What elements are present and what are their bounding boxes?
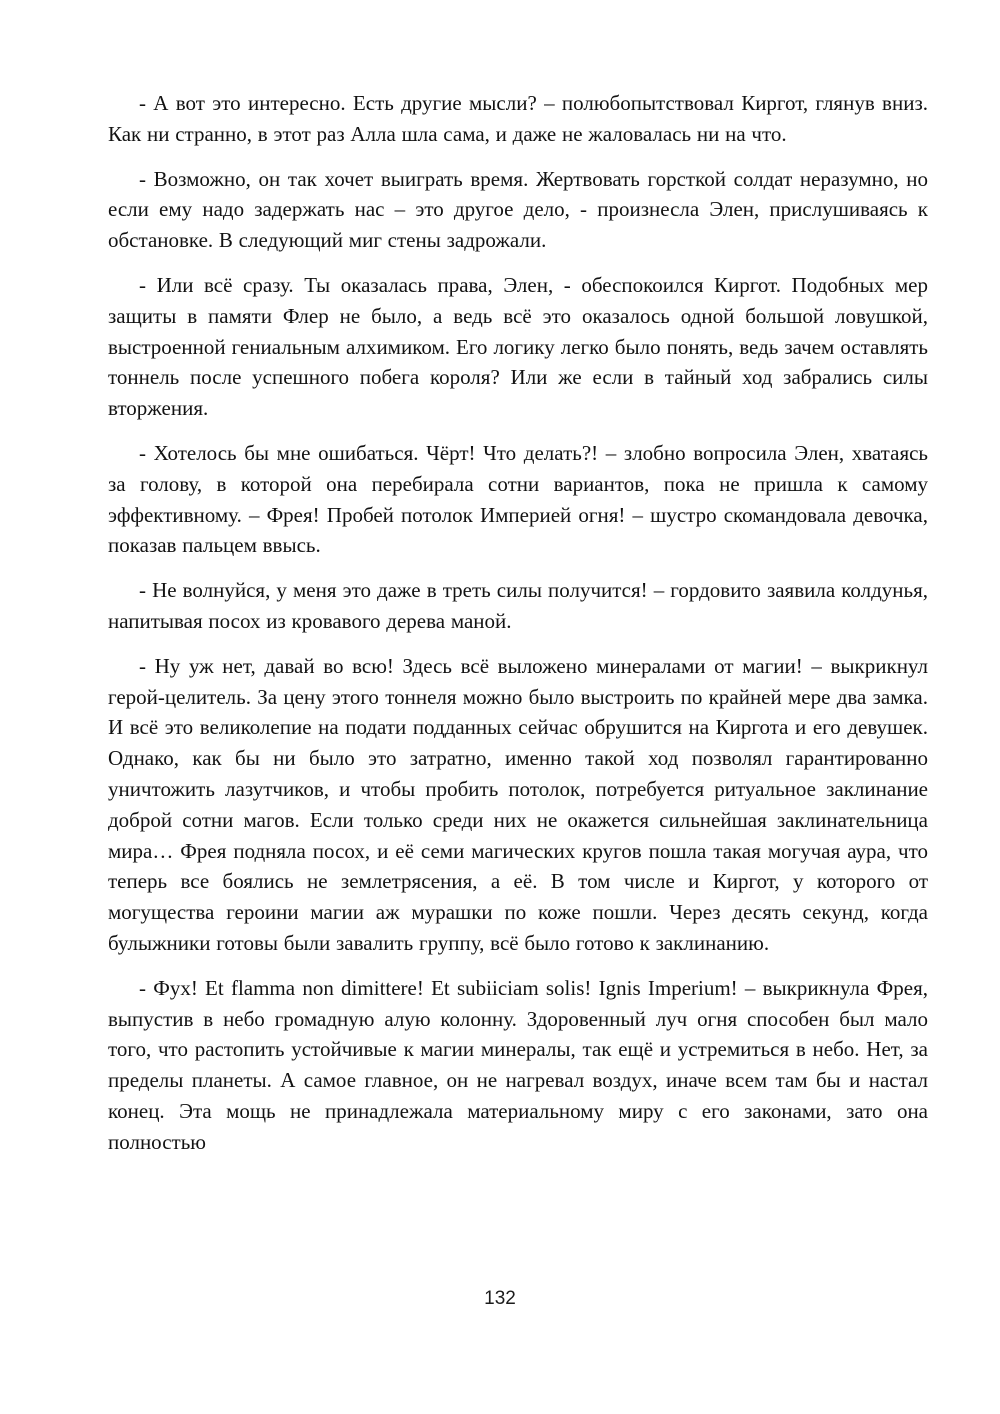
paragraph: - Возможно, он так хочет выиграть время. Жертвовать горсткой солдат неразумно, но если ему надо задержать нас – это другое дело, - произнесла Элен, прислушиваясь к обстановке. В следующий миг стены задрожали. — [108, 166, 928, 253]
paragraph: - Хотелось бы мне ошибаться. Чёрт! Что делать?! – злобно вопросила Элен, хватаясь за голову, в которой она перебирала сотни вариантов, пока не пришла к самому эффективному. – Фрея! Пробей потолок Империей огня! – шустро скомандовала девочка, показав пальцем ввысь. — [108, 440, 928, 558]
text-block — [108, 88, 928, 1172]
paragraph: - А вот это интересно. Есть другие мысли? – полюбопытствовал Киргот, глянув вниз. Как ни странно, в этот раз Алла шла сама, и даже не жаловалась ни на что. — [108, 91, 928, 146]
paragraph: - Или всё сразу. Ты оказалась права, Элен, - обеспокоился Киргот. Подобных мер защиты в памяти Флер не было, а ведь всё это оказалось одной большой ловушкой, выстроенной гениальным алхимиком. Его логику легко было понять, ведь зачем оставлять тоннель после успешного побега короля? Или же если в тайный ход забрались силы вторжения. — [108, 272, 928, 421]
paragraph: - Не волнуйся, у меня это даже в треть силы получится! – гордовито заявила колдунья, напитывая посох из кровавого дерева маной. — [108, 578, 928, 633]
paragraph: - Ну уж нет, давай во всю! Здесь всё выложено минералами от магии! – выкрикнул герой-целитель. За цену этого тоннеля можно было выстроить по крайней мере два замка. И всё это великолепие на подати подданных сейчас обрушится на Киргота и его девушек. Однако, как бы ни было это затратно, именно такой ход позволял гарантированно уничтожить лазутчиков, и чтобы пробить потолок, потребуется ритуальное заклинание доброй сотни магов. Если только среди них не окажется сильнейшая заклинательница мира… Фрея подняла посох, и её семи магических кругов пошла такая могучая аура, что теперь все боялись не землетрясения, а её. В том числе и Киргот, у которого от могущества героини магии аж мурашки по коже пошли. Через десять секунд, когда булыжники готовы были завалить группу, всё было готово к заклинанию. — [108, 653, 928, 955]
paragraph: - Фух! Et flamma non dimittere! Et subiiciam solis! Ignis Imperium! – выкрикнула Фрея, выпустив в небо громадную алую колонну. Здоровенный луч огня способен был мало того, что растопить устойчивые к магии минералы, так ещё и устремиться в небо. Нет, за пределы планеты. А самое главное, он не нагревал воздух, иначе всем там бы и настал конец. Эта мощь не принадлежала материальному миру с его законами, зато она полностью — [108, 975, 928, 1154]
page-number: 132 — [484, 1288, 516, 1309]
